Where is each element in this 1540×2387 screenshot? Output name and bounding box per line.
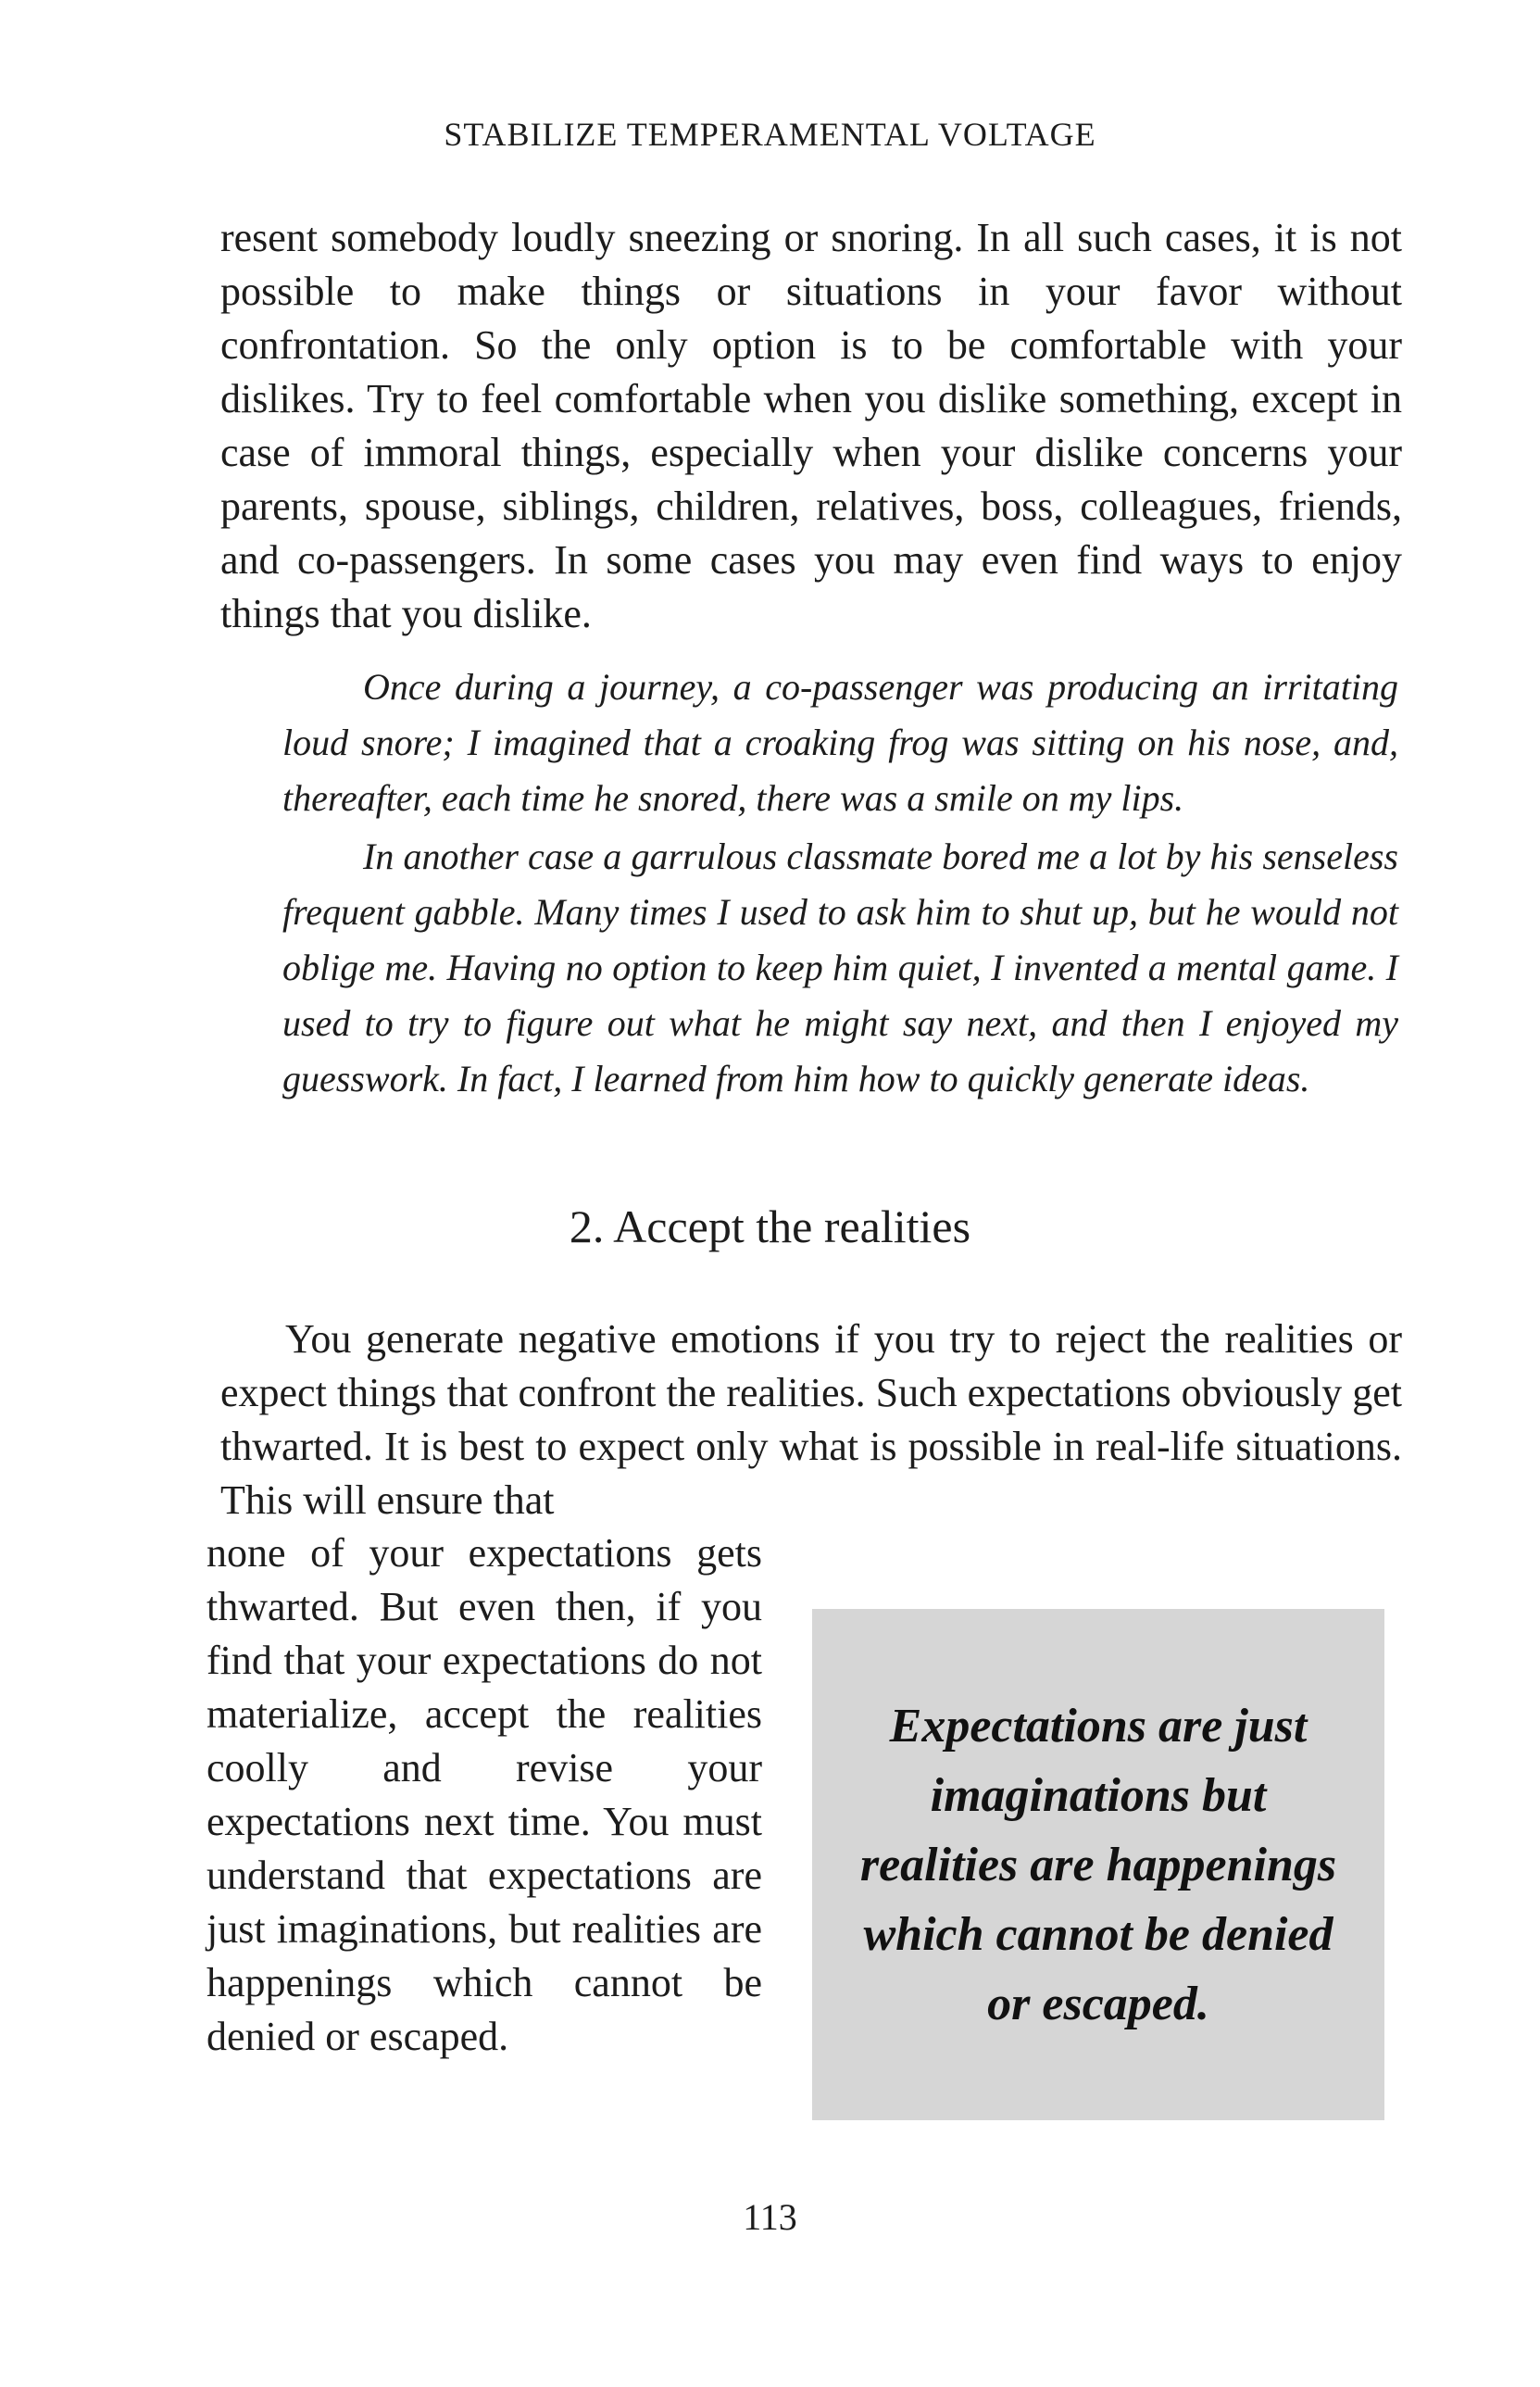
- paragraph-realities-continued: none of your expectations gets thwarted. But even then, if you find that your expectations do not materialize, accept the realities coolly and revise your expectations next time. You must understand that expectations are just imaginations, but realities are happenings which cannot be denied or escaped.: [207, 1530, 762, 2059]
- pull-quote-text: Expectations are just imaginations but realities are happenings which cannot be denied or escaped.: [859, 1699, 1337, 2030]
- anecdote-classmate: In another case a garrulous classmate bored me a lot by his senseless frequent gabble. Many times I used to ask him to shut up, but he would not oblige me. Having no option to keep him quiet, I invented a mental game. I used to try to figure out what he might say next, and then I enjoyed my guesswork. In fact, I learned from him how to quickly generate ideas.: [282, 835, 1398, 1099]
- paragraph-realities-intro: You generate negative emotions if you try to reject the realities or expect things that confront the realities. Such expectations obviously get thwarted. It is best to expect only what is possible in real-life situations. This will ensure that: [220, 1316, 1402, 1523]
- page-number: 113: [743, 2196, 797, 2238]
- paragraph-dislikes: resent somebody loudly sneezing or snoring. In all such cases, it is not possible to make things or situations in your favor without confrontation. So the only option is to be comfortable with your dislikes. Try to feel comfortable when you dislike something, except in case of immoral things, especially when your dislike concerns your parents, spouse, siblings, children, relatives, boss, colleagues, friends, and co-passengers. In some cases you may even find ways to enjoy things that you dislike.: [220, 215, 1402, 636]
- running-header: STABILIZE TEMPERAMENTAL VOLTAGE: [444, 116, 1096, 153]
- pull-quote-box: [812, 1609, 1384, 2120]
- section-heading: 2. Accept the realities: [569, 1200, 971, 1252]
- anecdote-snore: Once during a journey, a co-passenger was producing an irritating loud snore; I imagined that a croaking frog was sitting on his nose, and, thereafter, each time he snored, there was a smile on my lips.: [282, 666, 1398, 819]
